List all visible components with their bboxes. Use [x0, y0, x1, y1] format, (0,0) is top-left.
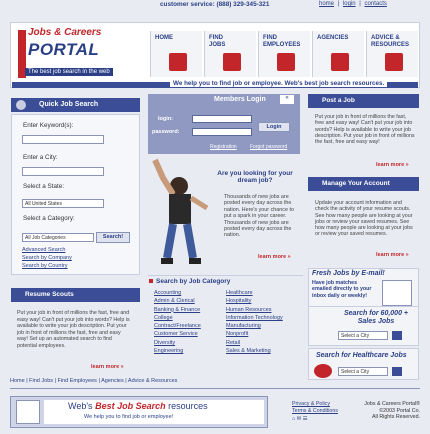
category-link[interactable]: Hospitality [226, 298, 252, 305]
category-link[interactable]: Human Resources [226, 306, 272, 313]
category-divider [148, 275, 303, 276]
category-link[interactable]: Customer Service [154, 331, 198, 338]
go-arrow-icon[interactable] [392, 367, 402, 376]
nav-advice[interactable] [366, 31, 418, 77]
category-col1 [154, 289, 201, 355]
footer-divider [10, 388, 420, 389]
top-link-contacts[interactable]: contacts [364, 1, 387, 7]
category-link[interactable]: Nonprofit [226, 331, 249, 338]
search-icon [16, 100, 26, 110]
category-link[interactable]: Healthcare [226, 290, 253, 296]
terms-link[interactable]: Terms & Conditions [292, 407, 338, 414]
search-links [22, 246, 72, 270]
category-link[interactable]: Engineering [154, 348, 184, 355]
nav-advice-label: ADVICE & RESOURCES [371, 35, 410, 48]
advanced-search-link[interactable]: Advanced Search [22, 247, 66, 253]
login-label: login: [158, 116, 173, 122]
search-button[interactable]: Search! [96, 232, 130, 243]
logo-tagline: The best job search in the web [25, 68, 113, 76]
quick-search-title: Quick Job Search [11, 98, 140, 112]
city-input[interactable] [22, 167, 104, 176]
dream-job-title: Are you looking for your dream job? [217, 170, 293, 184]
privacy-link[interactable]: Privacy & Policy [292, 401, 330, 407]
category-link[interactable]: Diversity [154, 339, 176, 346]
category-link[interactable]: Contract/Freelance [154, 323, 201, 330]
forgot-password-link[interactable]: Forgot password [250, 144, 288, 150]
header-tagline: We help you to find job or employee. Web's best job search resources. [170, 80, 387, 87]
dream-job-text: Thousands of new jobs are posted every day across the nation. Here's your chance to put a spark in your career. Thousands of new jobs are posted every day across the nation. [224, 194, 294, 239]
healthcare-search-title: Search for Healthcare Jobs [316, 352, 407, 359]
password-label: password: [152, 129, 180, 135]
resume-scouts-text: Put your job in front of millions the fast, free and easy way! Can't put your job into words? Help is available to write your job description. Put your job in front of millions the fast, free and easy way! Set up an automated search to find potential employees. [17, 310, 130, 349]
banner-heading: Web's Best Job Search resources [68, 401, 208, 411]
legal-links [292, 401, 338, 423]
nav-find-jobs-label: FIND JOBS [209, 35, 226, 48]
password-input[interactable] [192, 128, 252, 136]
category-link[interactable]: College [154, 314, 173, 321]
post-job-more[interactable]: learn more » [376, 162, 409, 168]
pencil-icon [385, 53, 403, 71]
state-select[interactable]: All United States [22, 199, 104, 208]
building-icon [331, 53, 349, 71]
category-link[interactable]: Retail [226, 339, 241, 346]
login-input[interactable] [192, 115, 252, 123]
login-arrow-icon[interactable]: « [280, 95, 294, 104]
manage-account-text: Update your account information and check the activity of your resume scouts. See how many people are looking at your jobs or review your saved resumes. See how many people are looking at your jobs or review your saved resumes. [315, 200, 413, 238]
category-col2 [226, 289, 283, 355]
category-link[interactable]: Sales & Marketing [226, 348, 271, 355]
resume-scouts-more[interactable]: learn more » [91, 364, 124, 370]
registration-link[interactable]: Registration [210, 144, 237, 150]
members-login-title: Members Login [214, 96, 266, 103]
keyword-label: Enter Keyword(s): [23, 122, 74, 129]
footer-nav[interactable]: Home | Find Jobs | Find Employees | Agencies | Advice & Resources [10, 378, 178, 384]
category-link[interactable]: Manufacturing [226, 323, 261, 330]
go-arrow-icon[interactable] [392, 331, 402, 340]
banner-subtitle: We help you to find job or employee! [84, 414, 174, 420]
resume-scouts-title: Resume Scouts [11, 288, 140, 302]
nav-home[interactable] [150, 31, 202, 77]
search-by-company-link[interactable]: Search by Company [22, 255, 72, 261]
copyright: Jobs & Careers Portal® ©2003 Portal Co. All Rights Reserved. [364, 401, 420, 420]
category-link[interactable]: Admin & Clerical [154, 298, 195, 305]
footer-icons[interactable]: ⌂ ✉ ☰ [292, 416, 308, 422]
manage-account-title: Manage Your Account [308, 177, 419, 191]
magnifier-icon [16, 400, 40, 424]
house-icon [169, 53, 187, 71]
envelope-icon[interactable] [382, 280, 412, 306]
sales-city-select[interactable]: Select a City [338, 331, 388, 340]
top-link-login[interactable]: login [342, 1, 356, 7]
bullet-icon [149, 279, 153, 283]
nav-find-jobs[interactable] [204, 31, 256, 77]
nav-home-label: HOME [155, 35, 173, 41]
category-link[interactable]: Information Technology [226, 314, 283, 321]
category-title: Search by Job Category [156, 278, 231, 285]
top-links: home | login | contacts [319, 1, 387, 7]
jumping-person-image [149, 158, 219, 270]
keyword-input[interactable] [22, 135, 104, 144]
search-by-country-link[interactable]: Search by Country [22, 263, 68, 269]
category-select[interactable]: All Job Categories [22, 233, 94, 242]
login-button[interactable]: Login [258, 122, 290, 132]
top-link-home[interactable]: home [319, 1, 335, 7]
healthcare-city-select[interactable]: Select a City [338, 367, 388, 376]
city-label: Enter a City: [23, 154, 58, 161]
logo-line2: PORTAL [28, 40, 100, 59]
post-job-text: Put your job in front of millions the fast, free and easy way! Can't put your job into words? Help is available to write your job description. Put your job in front of millions the fast, free and easy way! [315, 114, 415, 146]
category-link[interactable]: Banking & Finance [154, 306, 201, 313]
nav-agencies[interactable] [312, 31, 364, 77]
caduceus-icon [314, 364, 332, 378]
tools-icon [277, 53, 295, 71]
customer-service: customer service: (888) 329-345-321 [160, 1, 270, 8]
fresh-jobs-title: Fresh Jobs by E-mail! [312, 270, 385, 277]
nav-find-employees-label: FIND EMPLOYEES [263, 35, 301, 48]
sales-search-title: Search for 60,000 + Sales Jobs [343, 310, 408, 325]
chair-icon [223, 53, 241, 71]
nav-agencies-label: AGENCIES [317, 35, 349, 41]
nav-find-employees[interactable] [258, 31, 310, 77]
manage-account-more[interactable]: learn more » [376, 252, 409, 258]
state-label: Select a State: [23, 183, 64, 190]
dream-job-more[interactable]: learn more » [258, 254, 291, 260]
post-job-title: Post a Job [308, 94, 419, 108]
logo-line1: Jobs & Careers [28, 27, 102, 38]
category-link[interactable]: Accounting [154, 290, 182, 296]
fresh-jobs-text: Have job matches emailed directly to your inbox daily or weekly! [312, 280, 372, 299]
category-label: Select a Category: [23, 215, 75, 222]
